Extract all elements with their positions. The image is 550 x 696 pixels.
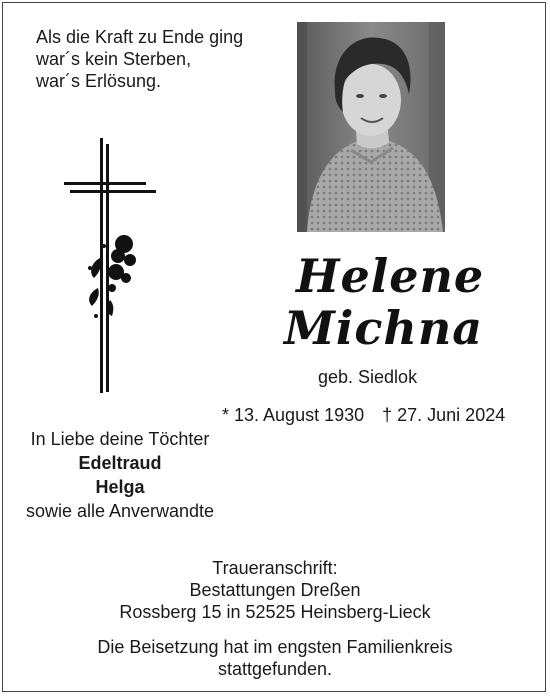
life-dates [222,405,505,426]
maiden-name: geb. Siedlok [318,367,418,387]
first-name: Helene [296,249,485,303]
last-name: Michna [284,301,484,355]
mourners-others: sowie alle Anverwandte [25,501,215,521]
mourners-intro: In Liebe deine Töchter [30,429,210,449]
daughter-name: Edeltraud [78,453,162,473]
address-street: Rossberg 15 in 52525 Heinsberg-Lieck [119,602,431,622]
death-date: † 27. Juni 2024 [382,405,506,425]
condolence-address [0,557,550,623]
address-company: Bestattungen Dreßen [189,580,361,600]
portrait-photo [297,22,445,232]
poem-line: war´s kein Sterben, [36,49,192,69]
burial-line: stattgefunden. [217,659,333,679]
burial-note [0,636,550,680]
poem-line: war´s Erlösung. [36,71,162,91]
address-label: Traueranschrift: [212,558,338,578]
poem [36,26,243,92]
birth-date: * 13. August 1930 [222,405,365,425]
daughter-name: Helga [95,477,145,497]
burial-line: Die Beisetzung hat im engsten Familienkreis [97,637,453,657]
cross-with-roses-icon [60,138,160,400]
mourners [8,427,232,523]
poem-line: Als die Kraft zu Ende ging [36,27,244,47]
